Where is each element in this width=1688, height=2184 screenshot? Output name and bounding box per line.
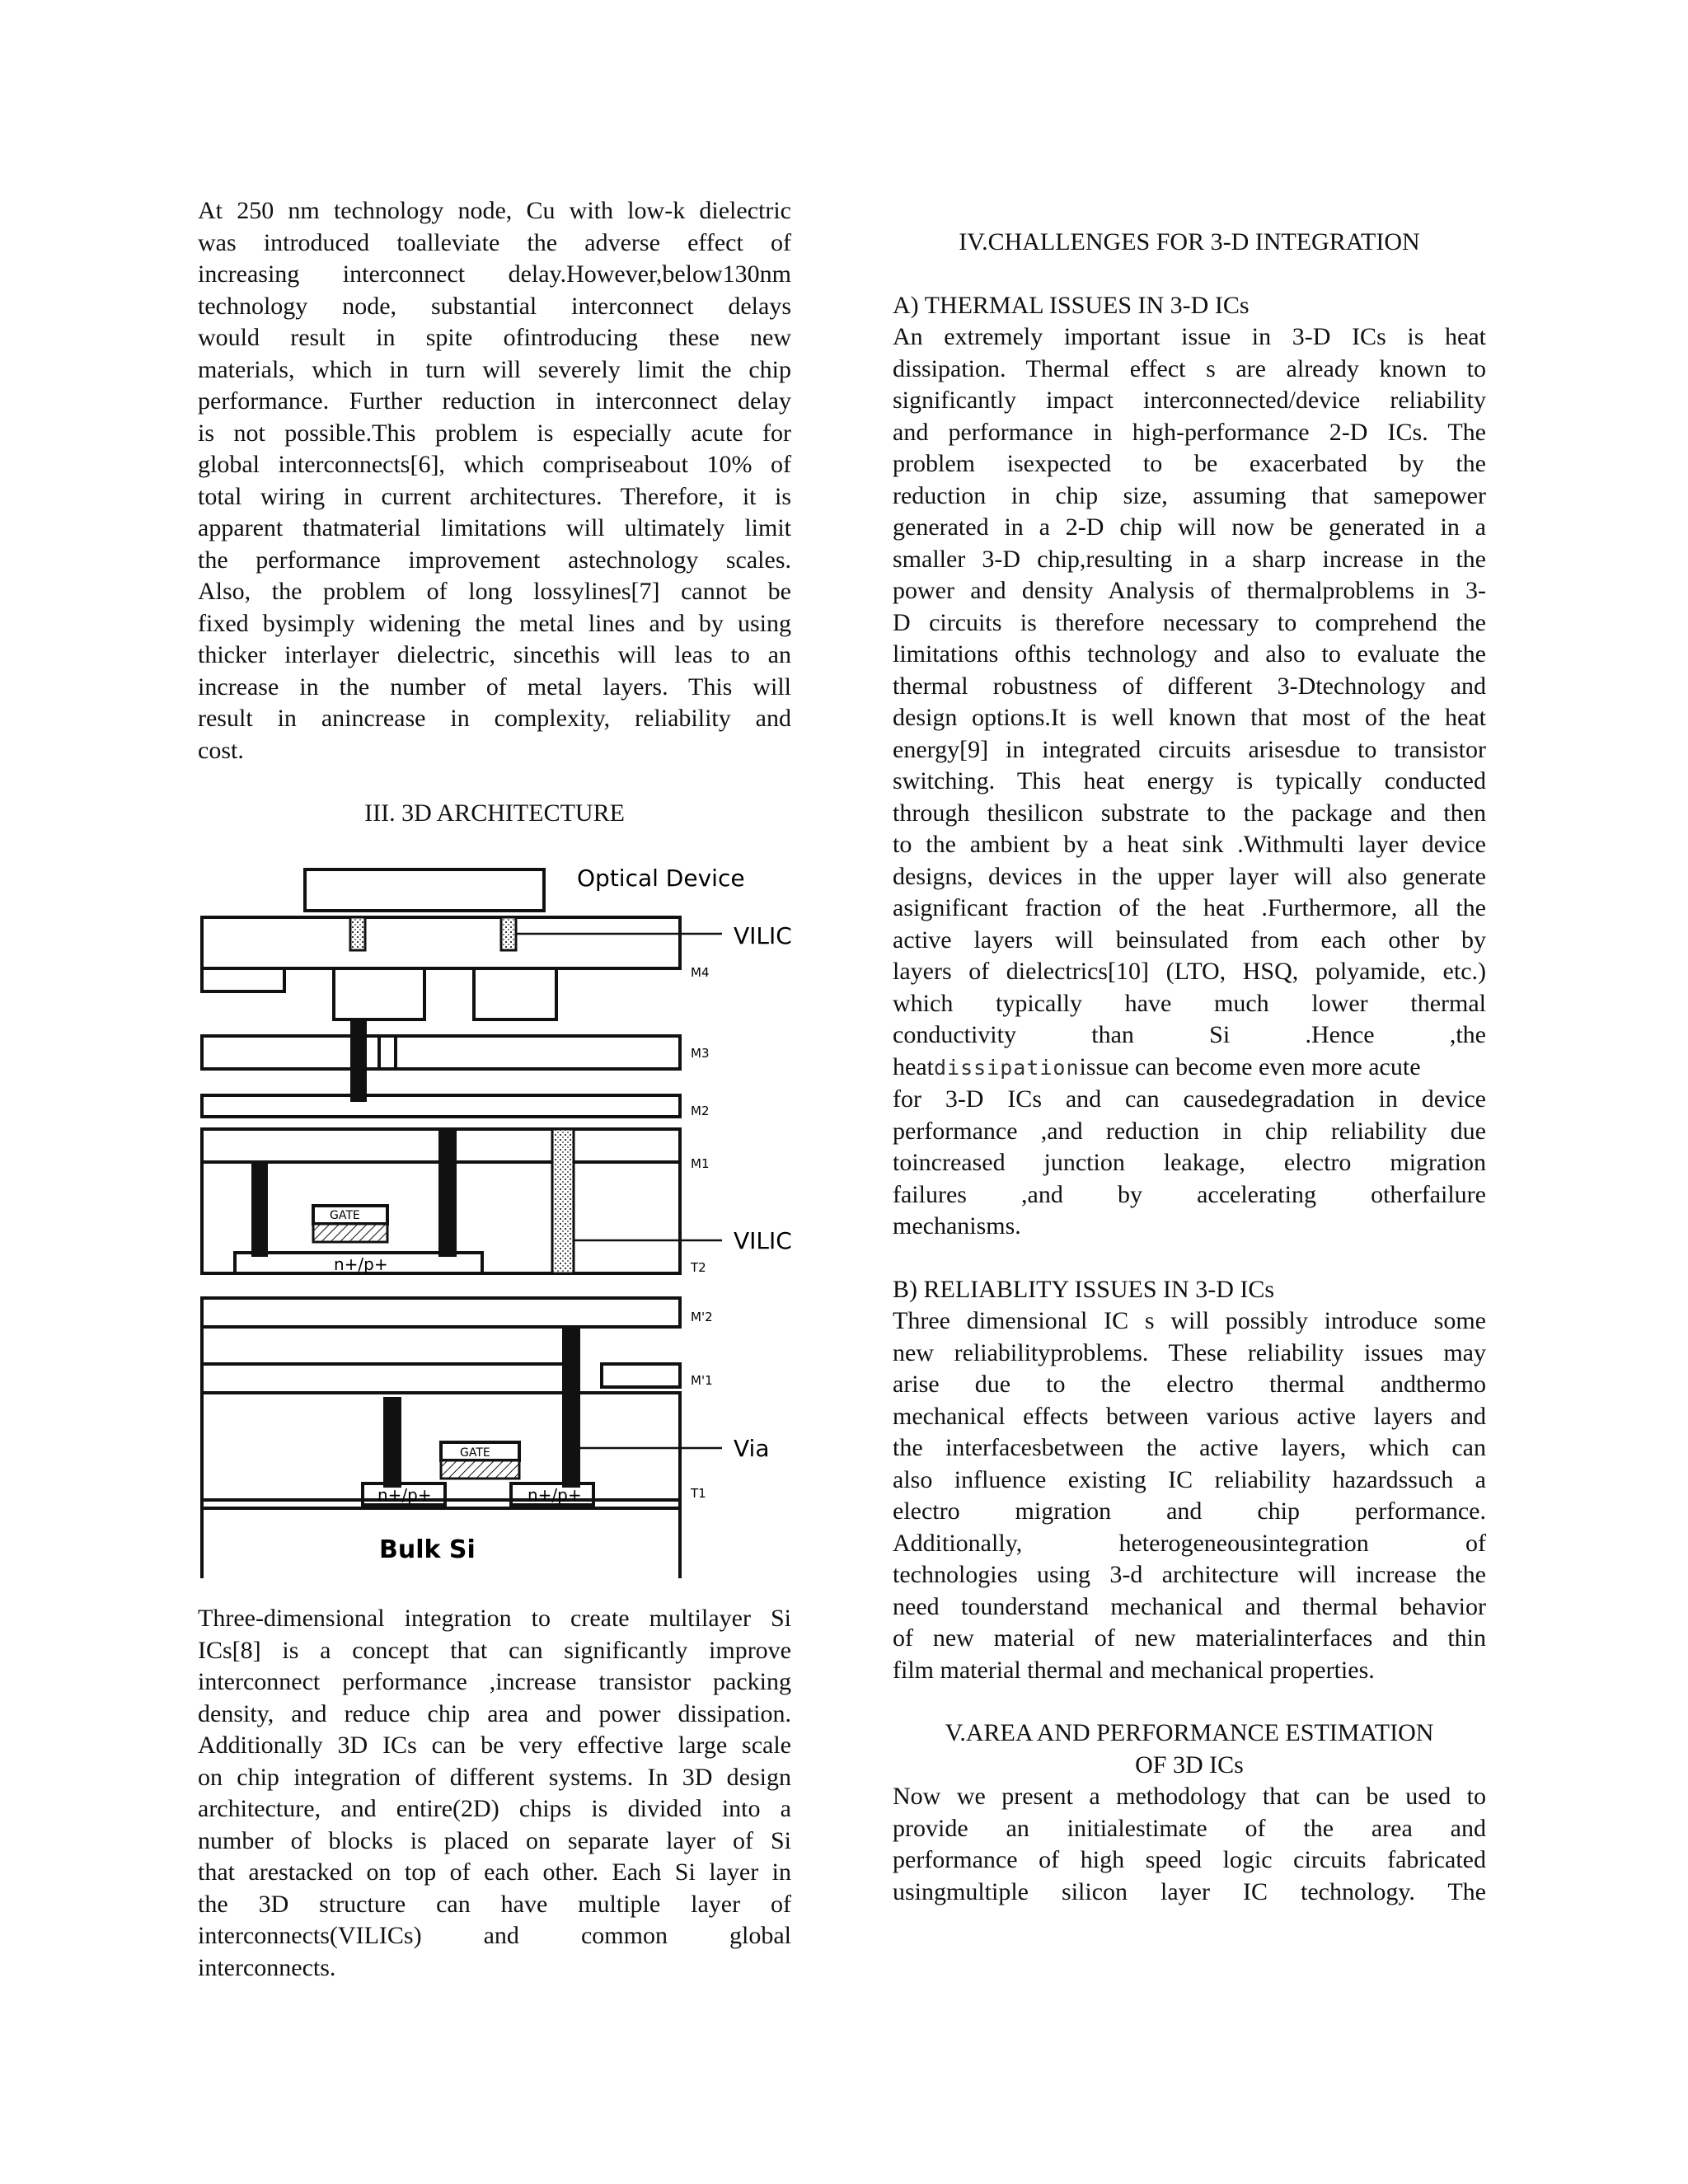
3d-architecture-figure	[198, 861, 808, 1578]
text-line: energy[9] in integrated circuits arisesdue to transistor	[893, 735, 1486, 763]
thermal-paragraph	[893, 321, 1486, 1243]
section-v-heading-line1: V.AREA AND PERFORMANCE ESTIMATION	[945, 1719, 1434, 1746]
text-line: arise due to the electro thermal andthermo	[893, 1371, 1486, 1398]
via-label: Via	[734, 1435, 770, 1462]
text-line: increasing interconnect delay.However,below130nm	[198, 260, 791, 288]
text-line: Also, the problem of long lossylines[7] cannot be	[198, 578, 791, 605]
text-line: interconnect performance ,increase transistor packing	[198, 1668, 791, 1695]
text-line: result in anincrease in complexity, reliability and	[198, 705, 791, 732]
text-line: Additionally 3D ICs can be very effective large scale	[198, 1732, 791, 1759]
reliability-paragraph	[893, 1305, 1486, 1686]
text-line: power and density Analysis of thermalproblems in 3-	[893, 577, 1486, 604]
text-line: toincreased junction leakage, electro migration	[893, 1149, 1486, 1176]
text-line: need tounderstand mechanical and thermal behavior	[893, 1592, 1486, 1620]
thermal-issues-heading: A) THERMAL ISSUES IN 3-D ICs	[893, 291, 1250, 319]
text-line: also influence existing IC reliability hazardssuch a	[893, 1465, 1486, 1493]
text-line: total wiring in current architectures. Therefore, it is	[198, 482, 791, 510]
text-line: mechanical effects between various active layers and	[893, 1402, 1486, 1430]
text-line: the performance improvement astechnology scales.	[198, 546, 791, 574]
text-line: technologies using 3-d architecture will increase the	[893, 1561, 1486, 1588]
text-line: performance ,and reduction in chip reliability due	[893, 1117, 1486, 1145]
text-line: architecture, and entire(2D) chips is divided into a	[198, 1795, 791, 1822]
text-line: that arestacked on top of each other. Each Si layer in	[198, 1858, 791, 1886]
optical-device-label: Optical Device	[577, 865, 745, 892]
text-line	[893, 1052, 1486, 1085]
layer-m2	[202, 1095, 680, 1117]
layer-mp2	[202, 1298, 680, 1327]
layer-label-m2: M2	[691, 1104, 710, 1118]
right-column	[893, 227, 1486, 1908]
section-v-heading-line2: OF 3D ICs	[1135, 1750, 1244, 1779]
diffusion-label-lower-left: n+/p+	[377, 1485, 432, 1505]
text-line: Three-dimensional integration to create multilayer Si	[198, 1605, 791, 1632]
intro-paragraph	[198, 195, 791, 766]
left-column-lower	[198, 1603, 791, 1984]
text-line: layers of dielectrics[10] (LTO, HSQ, polyamide, etc.)	[893, 958, 1486, 985]
text-line: conductivity than Si .Hence ,the	[893, 1021, 1486, 1048]
text-line: new reliabilityproblems. These reliability issues may	[893, 1338, 1486, 1366]
text-line: Now we present a methodology that can be used to	[893, 1783, 1486, 1810]
text-line: number of blocks is placed on separate layer of Si	[198, 1826, 791, 1854]
section-iv-heading: IV.CHALLENGES FOR 3-D INTEGRATION	[959, 228, 1420, 255]
text-line: asignificant fraction of the heat .Furthermore, all the	[893, 894, 1486, 921]
text-line: reduction in chip size, assuming that samepower	[893, 481, 1486, 509]
diffusion-label-lower-right: n+/p+	[528, 1485, 582, 1505]
text-line: global interconnects[6], which compriseabout 10% of	[198, 451, 791, 478]
text-line: design options.It is well known that most of the heat	[893, 704, 1486, 731]
layer-label-t1: T1	[691, 1486, 706, 1501]
area-paragraph	[893, 1781, 1486, 1908]
text-line: An extremely important issue in 3-D ICs is heat	[893, 323, 1486, 350]
reliability-issues-heading: B) RELIABLITY ISSUES IN 3-D ICs	[893, 1275, 1275, 1303]
bulk-si-label: Bulk Si	[379, 1535, 476, 1564]
text-line: technology node, substantial interconnect delays	[198, 292, 791, 320]
3d-architecture-diagram	[198, 861, 808, 1578]
text-line: interconnects.	[198, 1953, 336, 1981]
layer-label-t2: T2	[691, 1260, 706, 1275]
text-line: density, and reduce chip area and power dissipation.	[198, 1699, 791, 1727]
text-line: usingmultiple silicon layer IC technology. The	[893, 1877, 1486, 1905]
gate-label-upper: GATE	[330, 1209, 360, 1222]
text-line: thermal robustness of different 3-Dtechnology and	[893, 672, 1486, 700]
vilic-label-middle: VILIC	[734, 1227, 792, 1254]
vilic-column-top-right	[501, 917, 516, 950]
text-line: film material thermal and mechanical properties.	[893, 1656, 1375, 1684]
section-3d-architecture-heading: III. 3D ARCHITECTURE	[364, 799, 625, 827]
text-line: generated in a 2-D chip will now be generated in a	[893, 513, 1486, 541]
dissipation-word: dissipation	[933, 1055, 1080, 1080]
text-line: performance. Further reduction in interconnect delay	[198, 387, 791, 415]
text-line: is not possible.This problem is especially acute for	[198, 419, 791, 447]
text-line: increase in the number of metal layers. This will	[198, 673, 791, 701]
text-line: provide an initialestimate of the area and	[893, 1814, 1486, 1842]
after-dissipation-text: issue can become even more acute	[1079, 1052, 1421, 1080]
text-line: problem isexpected to be exacerbated by the	[893, 450, 1486, 477]
text-line: active layers will beinsulated from each other by	[893, 926, 1486, 954]
text-line: mechanisms.	[893, 1212, 1021, 1240]
text-line: significantly impact interconnected/device reliability	[893, 387, 1486, 414]
vilic-label-top: VILIC	[734, 922, 792, 949]
text-line: on chip integration of different systems. In 3D design	[198, 1763, 791, 1791]
text-line: apparent thatmaterial limitations will ultimately limit	[198, 514, 791, 541]
text-line: At 250 nm technology node, Cu with low-k dielectric	[198, 197, 791, 224]
text-line: the interfacesbetween the active layers, which can	[893, 1434, 1486, 1461]
text-line: which typically have much lower thermal	[893, 989, 1486, 1017]
text-line: D circuits is therefore necessary to comprehend the	[893, 608, 1486, 636]
layer-label-m3: M3	[691, 1046, 710, 1061]
layer-label-m1: M1	[691, 1156, 710, 1171]
text-line: performance of high speed logic circuits fabricated	[893, 1846, 1486, 1873]
text-line: fixed bysimply widening the metal lines and by using	[198, 609, 791, 637]
text-line: cost.	[198, 736, 244, 764]
diffusion-label-upper: n+/p+	[334, 1254, 388, 1274]
text-line: through thesilicon substrate to the package and then	[893, 799, 1486, 827]
text-line: electro migration and chip performance.	[893, 1497, 1486, 1525]
text-line: Three dimensional IC s will possibly introduce some	[893, 1307, 1486, 1334]
vilic-column-middle	[552, 1129, 574, 1273]
text-line: smaller 3-D chip,resulting in a sharp increase in the	[893, 545, 1486, 573]
gate-label-lower: GATE	[460, 1446, 490, 1460]
layer-label-m4: M4	[691, 965, 710, 980]
text-line: the 3D structure can have multiple layer of	[198, 1890, 791, 1918]
text-line: Additionally, heterogeneousintegration of	[893, 1529, 1486, 1557]
optical-device-block	[305, 869, 544, 911]
text-line: would result in spite ofintroducing these new	[198, 324, 791, 351]
text-line: was introduced toalleviate the adverse effect of	[198, 228, 791, 256]
text-line: and performance in high-performance 2-D ICs. The	[893, 418, 1486, 446]
text-line: switching. This heat energy is typically conducted	[893, 767, 1486, 794]
text-line: dissipation. Thermal effect s are already known to	[893, 354, 1486, 382]
text-line: materials, which in turn will severely limit the chip	[198, 355, 791, 383]
layer-label-mp2: M'2	[691, 1310, 713, 1324]
left-column	[198, 195, 791, 830]
text-line: limitations ofthis technology and also to evaluate the	[893, 640, 1486, 668]
text-line: to the ambient by a heat sink .Withmulti layer device	[893, 831, 1486, 858]
architecture-paragraph	[198, 1603, 791, 1984]
text-line: designs, devices in the upper layer will also generate	[893, 862, 1486, 890]
text-line: thicker interlayer dielectric, sincethis will leas to an	[198, 641, 791, 668]
layer-label-mp1: M'1	[691, 1373, 713, 1388]
heat-word: heat	[893, 1052, 934, 1080]
vilic-column-top-left	[350, 917, 365, 950]
text-line: of new material of new materialinterfaces and thin	[893, 1624, 1486, 1652]
text-line: failures ,and by accelerating otherfailure	[893, 1180, 1486, 1208]
text-line: interconnects(VILICs) and common global	[198, 1922, 791, 1949]
layer-m4-top	[202, 917, 680, 968]
text-line: ICs[8] is a concept that can significantly improve	[198, 1636, 791, 1664]
text-line: for 3-D ICs and can causedegradation in device	[893, 1085, 1486, 1113]
